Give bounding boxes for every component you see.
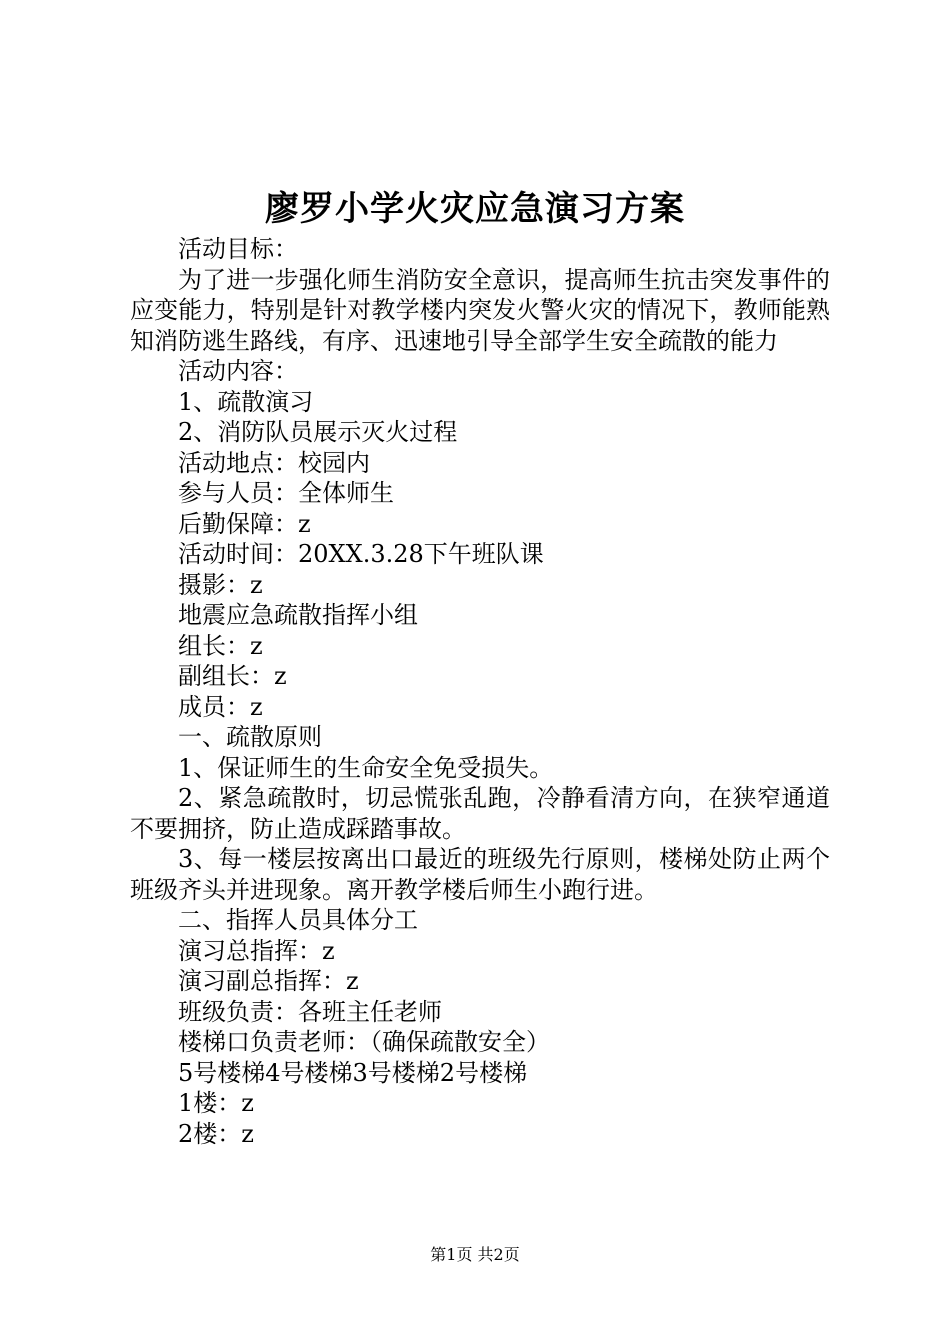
paragraph: 组长：z: [178, 631, 263, 660]
paragraph: 楼梯口负责老师：（确保疏散安全）: [178, 1028, 550, 1056]
paragraph: 副组长：z: [178, 662, 287, 690]
paragraph: 地震应急疏散指挥小组: [178, 601, 418, 629]
paragraph: 摄影：z: [178, 570, 263, 599]
page-footer: 第1页 共2页: [430, 1245, 520, 1264]
document-title: 廖罗小学火灾应急演习方案: [265, 189, 685, 229]
paragraph: 1楼：z: [178, 1089, 254, 1117]
paragraph: 为了进一步强化师生消防安全意识，提高师生抗击突发事件的应变能力，特别是针对教学楼内突发火警火灾的情况下，教师能熟知消防逃生路线，有序、迅速地引导全部学生安全疏散的能力: [130, 265, 830, 355]
paragraph: 5号楼梯4号楼梯3号楼梯2号楼梯: [178, 1058, 528, 1087]
paragraph: 演习副总指挥：z: [178, 967, 359, 995]
paragraph: 活动内容：: [178, 357, 298, 385]
paragraph: 3、每一楼层按离出口最近的班级先行原则，楼梯处防止两个班级齐头并进现象。离开教学楼后师生小跑行进。: [130, 845, 830, 904]
paragraph: 参与人员：全体师生: [178, 479, 394, 507]
paragraph: 二、指挥人员具体分工: [178, 906, 418, 934]
paragraph: 成员：z: [178, 692, 263, 721]
document-body: [130, 234, 830, 1149]
paragraph: 一、疏散原则: [178, 723, 322, 751]
paragraph: 活动地点：校园内: [178, 448, 370, 477]
paragraph: 2、消防队员展示灭火过程: [178, 418, 458, 446]
paragraph: 班级负责：各班主任老师: [178, 997, 442, 1026]
paragraph: 1、保证师生的生命安全免受损失。: [178, 753, 554, 782]
paragraph: 2、紧急疏散时，切忌慌张乱跑，冷静看清方向，在狭窄通道不要拥挤，防止造成踩踏事故。: [130, 784, 830, 843]
paragraph: 活动时间：20XX.3.28下午班队课: [178, 540, 544, 568]
paragraph: 1、疏散演习: [178, 387, 314, 416]
paragraph: 演习总指挥：z: [178, 936, 335, 965]
paragraph: 后勤保障：z: [178, 509, 311, 538]
paragraph: 2楼：z: [178, 1119, 254, 1148]
paragraph: 活动目标：: [178, 235, 298, 263]
